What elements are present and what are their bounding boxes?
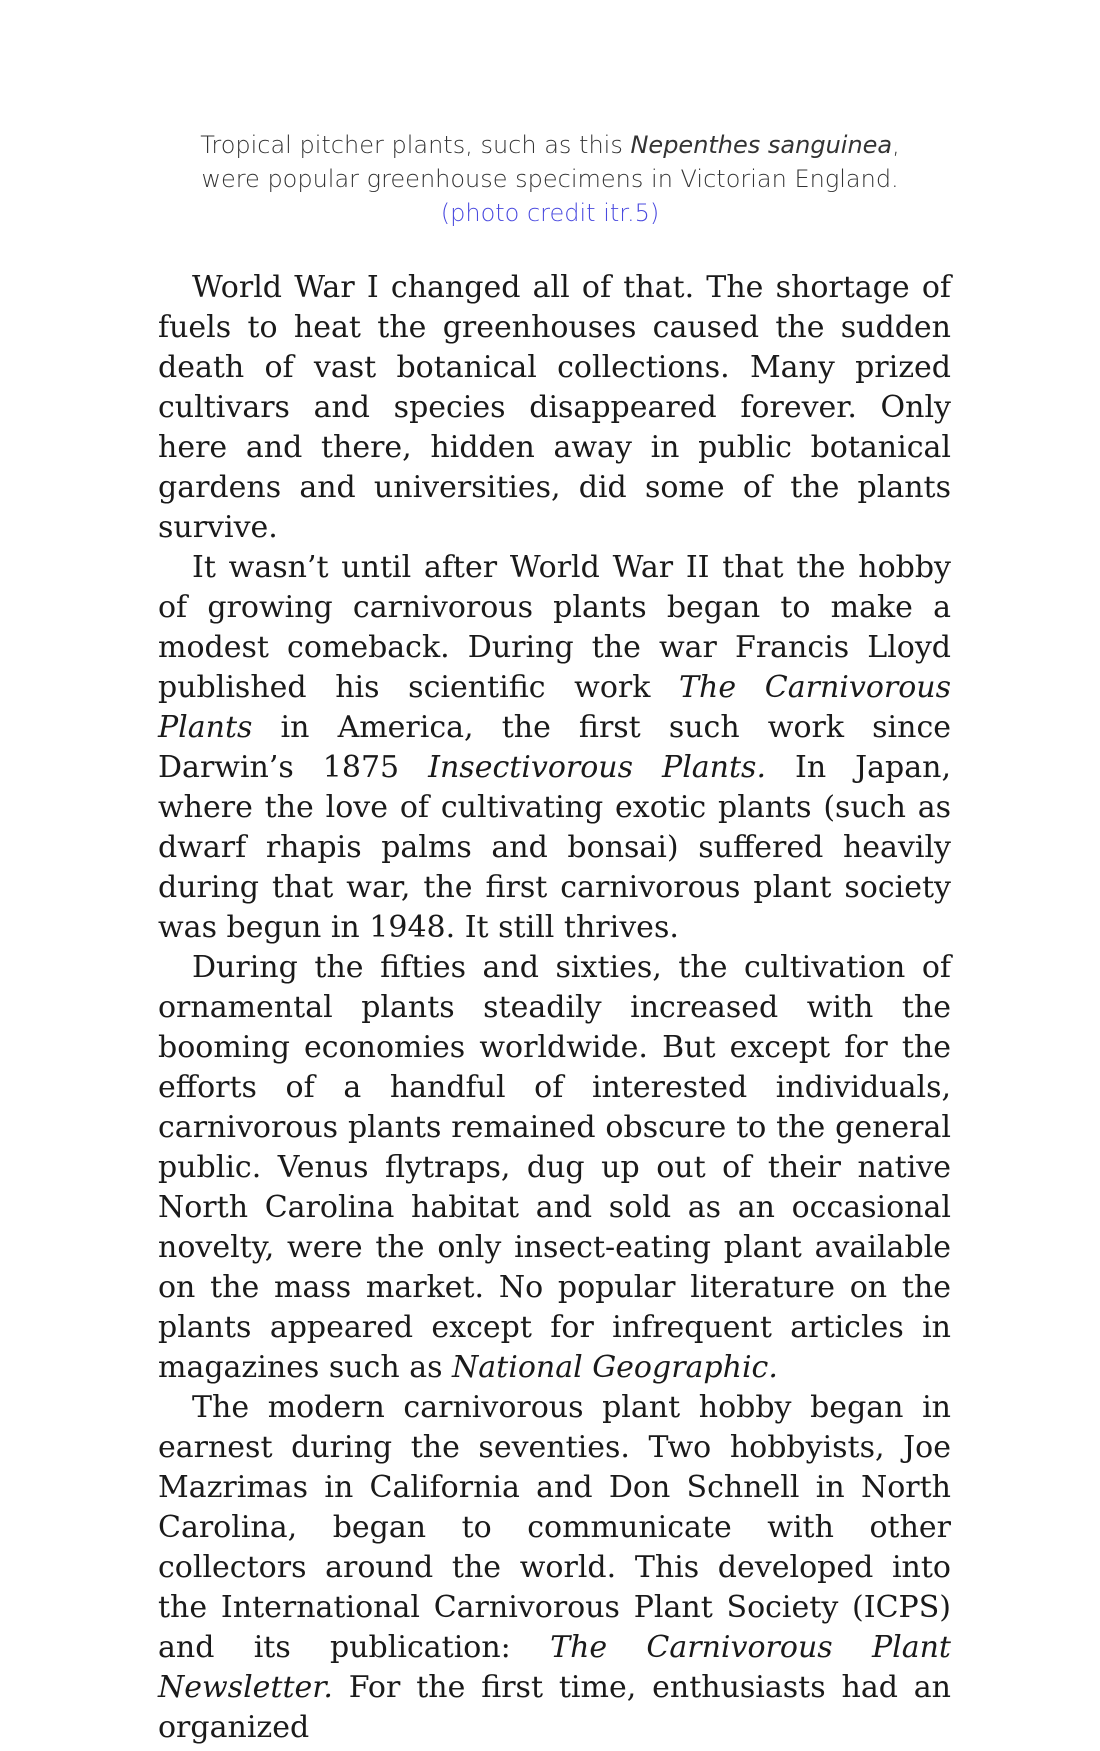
book-title-insectivorous-plants: Insectivorous Plants. <box>428 750 766 785</box>
paragraph-4 <box>158 1388 951 1748</box>
paragraph-3-text-a: During the fifties and sixties, the cultivation of ornamental plants steadily increased with the booming economies worldwide. But except for the efforts of a handful of interested individuals, carnivorous plants remained obscure to the general public. Venus flytraps, dug up out of their native North Carolina habitat and sold as an occasional novelty, were the only insect-eating plant available on the mass market. No popular literature on the plants appeared except for infrequent articles in magazines such as <box>158 950 951 1385</box>
paragraph-2 <box>158 548 951 948</box>
paragraph-2-text-c: In Japan, where the love of cultivating exotic plants (such as dwarf rhapis palms and bonsai) suffered heavily during that war, the first carnivorous plant society was begun in 1948. It still thrives. <box>158 750 951 945</box>
magazine-title-national-geographic: National Geographic. <box>452 1350 778 1385</box>
caption-text-before: Tropical pitcher plants, such as this <box>200 131 631 159</box>
newsletter-title: The Carnivorous Plant Newsletter. <box>158 1630 951 1705</box>
caption-species-name: Nepenthes sanguinea <box>630 131 893 159</box>
paragraph-4-text-b: For the first time, enthusiasts had an organized <box>158 1670 951 1745</box>
paragraph-2-text-a: It wasn’t until after World War II that the hobby of growing carnivorous plants began to make a modest comeback. During the war Francis Lloyd published his scientific work <box>158 550 951 705</box>
paragraph-3 <box>158 948 951 1388</box>
paragraph-1-text: World War I changed all of that. The shortage of fuels to heat the greenhouses caused the sudden death of vast botanical collections. Many prized cultivars and species disappeared forever. Only here and there, hidden away in public botanical gardens and universities, did some of the plants survive. <box>158 270 951 545</box>
paragraph-2-text-b: in America, the first such work since Darwin’s 1875 <box>158 710 951 785</box>
paragraph-1 <box>158 268 951 548</box>
book-title-carnivorous-plants: The Carnivorous Plants <box>158 670 951 745</box>
paragraph-4-text-a: The modern carnivorous plant hobby began in earnest during the seventies. Two hobbyists, Joe Mazrimas in California and Don Schnell in North Carolina, began to communicate with other collectors around the world. This developed into the International Carnivorous Plant Society (ICPS) and its publication: <box>158 1390 951 1665</box>
body-text <box>158 268 951 1748</box>
photo-credit-link[interactable]: (photo credit itr.5) <box>440 199 660 227</box>
caption-text-after: , were popular greenhouse specimens in Victorian England. <box>201 131 900 193</box>
figure-caption <box>200 128 900 230</box>
